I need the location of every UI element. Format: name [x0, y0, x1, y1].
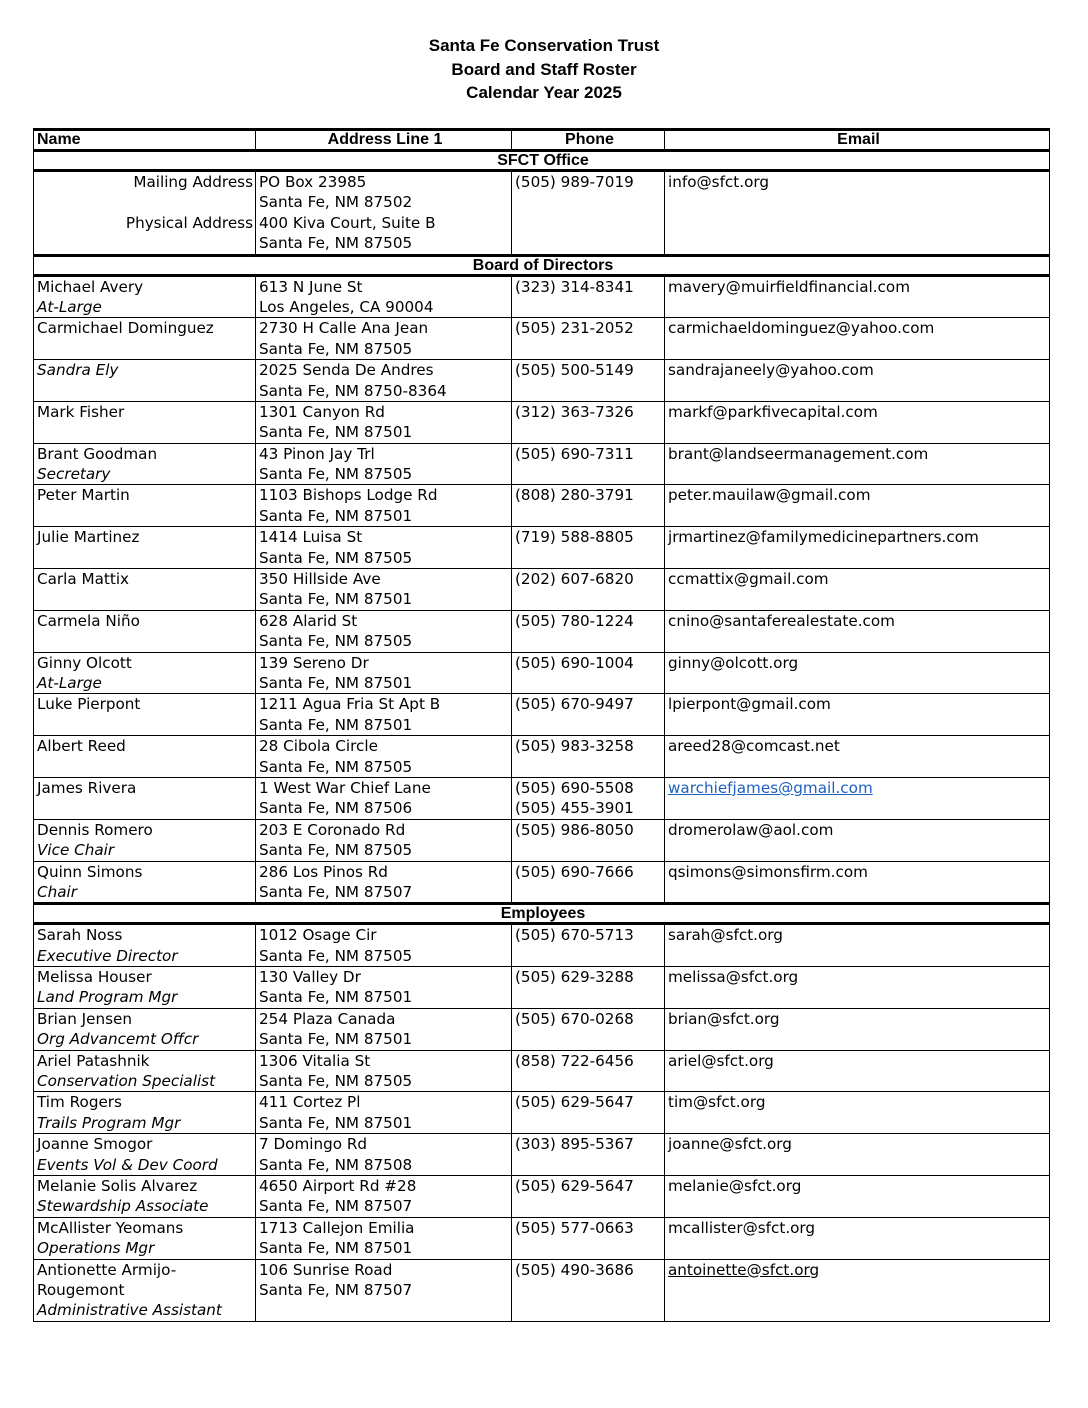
member-address-cell — [256, 967, 512, 1009]
member-name: Antionette Armijo- — [37, 1260, 177, 1279]
member-email: lpierpont@gmail.com — [668, 695, 831, 714]
member-phone: (505) 670-5713 — [515, 926, 634, 945]
member-email-cell — [665, 819, 1050, 861]
member-address-line2: Santa Fe, NM 8750-8364 — [259, 381, 447, 400]
column-header-row — [34, 130, 1050, 151]
member-role: Conservation Specialist — [37, 1072, 216, 1091]
member-phone: (505) 780-1224 — [515, 611, 634, 630]
member-name-cell — [34, 485, 256, 527]
member-name-cell — [34, 694, 256, 736]
member-address-cell — [256, 360, 512, 402]
member-email-cell — [665, 1175, 1050, 1217]
column-header-address: Address Line 1 — [256, 130, 512, 151]
member-phone-cell — [512, 1134, 665, 1176]
table-row — [34, 610, 1050, 652]
member-email-cell — [665, 736, 1050, 778]
member-address-line1: 43 Pinon Jay Trl — [259, 444, 375, 463]
member-phone: (505) 629-5647 — [515, 1093, 634, 1112]
member-email: markf@parkfivecapital.com — [668, 402, 878, 421]
section-title: SFCT Office — [34, 151, 1050, 171]
table-row — [34, 1050, 1050, 1092]
member-address-line2: Santa Fe, NM 87501 — [259, 673, 413, 692]
member-name-cell — [34, 1175, 256, 1217]
member-address-line1: 350 Hillside Ave — [259, 570, 381, 589]
member-phone-cell — [512, 652, 665, 694]
member-email-cell — [665, 527, 1050, 569]
member-address-cell — [256, 1008, 512, 1050]
member-email: brian@sfct.org — [668, 1009, 780, 1028]
member-name-cell — [34, 1050, 256, 1092]
member-email: ccmattix@gmail.com — [668, 570, 829, 589]
member-address-line2: Santa Fe, NM 87505 — [259, 946, 413, 965]
member-phone-cell — [512, 924, 665, 967]
member-name: Brant Goodman — [37, 444, 158, 463]
member-phone-cell — [512, 527, 665, 569]
table-row — [34, 861, 1050, 904]
member-name: Dennis Romero — [37, 820, 153, 839]
org-title: Santa Fe Conservation Trust — [428, 36, 660, 55]
member-phone-cell — [512, 1175, 665, 1217]
member-email: peter.mauilaw@gmail.com — [668, 486, 871, 505]
member-name: James Rivera — [37, 778, 137, 797]
table-row — [34, 1259, 1050, 1321]
mailing-address-line2: Santa Fe, NM 87502 — [259, 193, 413, 212]
member-address-line1: 7 Domingo Rd — [259, 1135, 368, 1154]
member-address-line2: Santa Fe, NM 87507 — [259, 882, 413, 901]
member-email: cnino@santaferealestate.com — [668, 611, 895, 630]
member-email: areed28@comcast.net — [668, 737, 840, 756]
member-name-cell — [34, 569, 256, 611]
member-phone-cell — [512, 443, 665, 485]
member-name: Melissa Houser — [37, 968, 152, 987]
member-email-cell — [665, 1092, 1050, 1134]
member-name-cell — [34, 1008, 256, 1050]
member-address-cell — [256, 1134, 512, 1176]
member-address-line2: Santa Fe, NM 87507 — [259, 1197, 413, 1216]
member-email-cell — [665, 1134, 1050, 1176]
table-row — [34, 1092, 1050, 1134]
member-address-cell — [256, 443, 512, 485]
member-address-line1: 1301 Canyon Rd — [259, 402, 385, 421]
member-address-line1: 2025 Senda De Andres — [259, 361, 434, 380]
member-email[interactable]: antoinette@sfct.org — [668, 1260, 820, 1279]
table-row — [34, 485, 1050, 527]
member-email: tim@sfct.org — [668, 1093, 766, 1112]
office-labels — [34, 171, 256, 256]
member-name-cell — [34, 652, 256, 694]
member-address-line2: Santa Fe, NM 87505 — [259, 465, 413, 484]
member-name-cell — [34, 360, 256, 402]
member-name: Quinn Simons — [37, 862, 143, 881]
member-email: mcallister@sfct.org — [668, 1218, 816, 1237]
member-address-line1: 286 Los Pinos Rd — [259, 862, 388, 881]
physical-address-line2: Santa Fe, NM 87505 — [259, 234, 413, 253]
member-address-line2: Santa Fe, NM 87501 — [259, 1113, 413, 1132]
member-address-line1: 28 Cibola Circle — [259, 737, 378, 756]
member-email: mavery@muirfieldfinancial.com — [668, 277, 910, 296]
member-name: Peter Martin — [37, 486, 130, 505]
member-address-line1: 1713 Callejon Emilia — [259, 1218, 415, 1237]
member-name: Michael Avery — [37, 277, 144, 296]
member-name: Sandra Ely — [37, 361, 119, 380]
member-address-line2: Santa Fe, NM 87501 — [259, 423, 413, 442]
section-title: Board of Directors — [34, 255, 1050, 275]
member-phone: (505) 490-3686 — [515, 1260, 634, 1279]
column-header-phone: Phone — [512, 130, 665, 151]
member-address-line2: Santa Fe, NM 87505 — [259, 841, 413, 860]
member-address-line2: Santa Fe, NM 87507 — [259, 1280, 413, 1299]
member-phone: (505) 670-9497 — [515, 695, 634, 714]
table-row — [34, 1217, 1050, 1259]
table-row — [34, 967, 1050, 1009]
member-phone: (505) 577-0663 — [515, 1218, 634, 1237]
member-email-cell — [665, 569, 1050, 611]
member-address-line1: 1414 Luisa St — [259, 528, 363, 547]
member-phone: (505) 670-0268 — [515, 1009, 634, 1028]
member-address-cell — [256, 1217, 512, 1259]
member-address-line1: 106 Sunrise Road — [259, 1260, 393, 1279]
member-phone: (858) 722-6456 — [515, 1051, 634, 1070]
member-address-line1: 1012 Osage Cir — [259, 926, 377, 945]
member-address-line1: 2730 H Calle Ana Jean — [259, 319, 429, 338]
member-email: carmichaeldominguez@yahoo.com — [668, 319, 935, 338]
physical-address-line1: 400 Kiva Court, Suite B — [259, 213, 436, 232]
column-header-email: Email — [665, 130, 1050, 151]
member-name: Ginny Olcott — [37, 653, 132, 672]
member-phone-cell — [512, 318, 665, 360]
member-address-cell — [256, 1175, 512, 1217]
member-name: Tim Rogers — [37, 1093, 122, 1112]
member-address-cell — [256, 652, 512, 694]
table-row — [34, 275, 1050, 318]
section-header-office — [34, 151, 1050, 171]
member-name-cell — [34, 527, 256, 569]
table-row — [34, 1008, 1050, 1050]
member-address-line1: 254 Plaza Canada — [259, 1009, 396, 1028]
table-row — [34, 1175, 1050, 1217]
member-address-line2: Santa Fe, NM 87501 — [259, 506, 413, 525]
member-address-cell — [256, 924, 512, 967]
member-address-line1: 628 Alarid St — [259, 611, 358, 630]
member-role: Trails Program Mgr — [37, 1113, 181, 1132]
table-row — [34, 569, 1050, 611]
member-email-cell — [665, 1259, 1050, 1321]
member-name: Mark Fisher — [37, 402, 125, 421]
member-phone: (312) 363-7326 — [515, 402, 634, 421]
year-title: Calendar Year 2025 — [466, 83, 622, 102]
member-address-cell — [256, 401, 512, 443]
member-address-line2: Santa Fe, NM 87505 — [259, 1072, 413, 1091]
member-phone-cell — [512, 1092, 665, 1134]
member-email: sandrajaneely@yahoo.com — [668, 361, 874, 380]
member-phone-cell — [512, 275, 665, 318]
mailing-address-label: Mailing Address — [133, 173, 253, 191]
member-phone: (808) 280-3791 — [515, 486, 634, 505]
member-phone-cell — [512, 1259, 665, 1321]
member-name: Julie Martinez — [37, 528, 140, 547]
member-email-cell — [665, 610, 1050, 652]
member-email: melanie@sfct.org — [668, 1176, 802, 1195]
member-address-line2: Santa Fe, NM 87501 — [259, 988, 413, 1007]
member-address-cell — [256, 861, 512, 904]
member-address-line1: 1 West War Chief Lane — [259, 778, 431, 797]
member-name: Brian Jensen — [37, 1009, 132, 1028]
member-phone: (505) 690-1004 — [515, 653, 634, 672]
member-phone: (202) 607-6820 — [515, 570, 634, 589]
member-name-cell — [34, 1134, 256, 1176]
member-address-cell — [256, 610, 512, 652]
member-address-cell — [256, 819, 512, 861]
member-address-line2: Santa Fe, NM 87506 — [259, 799, 413, 818]
member-phone: (505) 690-7311 — [515, 444, 634, 463]
member-address-line1: 613 N June St — [259, 277, 363, 296]
member-email-cell — [665, 1217, 1050, 1259]
member-address-cell — [256, 694, 512, 736]
roster-table — [33, 128, 1050, 1322]
member-phone-cell — [512, 1217, 665, 1259]
member-phone: (303) 895-5367 — [515, 1135, 634, 1154]
member-phone: (505) 690-5508 — [515, 778, 634, 797]
member-address-line2: Santa Fe, NM 87505 — [259, 757, 413, 776]
member-email-cell — [665, 1008, 1050, 1050]
member-email: melissa@sfct.org — [668, 968, 799, 987]
member-phone-cell — [512, 610, 665, 652]
member-email-cell — [665, 401, 1050, 443]
table-row — [34, 443, 1050, 485]
member-address-cell — [256, 777, 512, 819]
member-phone-cell — [512, 401, 665, 443]
member-email-cell — [665, 861, 1050, 904]
member-role: Operations Mgr — [37, 1239, 155, 1258]
member-name-cell — [34, 1259, 256, 1321]
member-email: brant@landseermanagement.com — [668, 444, 929, 463]
member-name-cell — [34, 275, 256, 318]
member-address-cell — [256, 275, 512, 318]
document-title-block — [0, 34, 1088, 105]
member-email-cell — [665, 694, 1050, 736]
member-role: Land Program Mgr — [37, 988, 178, 1007]
member-name-cell — [34, 736, 256, 778]
member-name-cell — [34, 443, 256, 485]
member-email: ariel@sfct.org — [668, 1051, 774, 1070]
member-name: Carla Mattix — [37, 570, 130, 589]
table-row — [34, 652, 1050, 694]
member-role: At-Large — [37, 297, 102, 316]
member-phone: (505) 690-7666 — [515, 862, 634, 881]
member-address-line1: 411 Cortez Pl — [259, 1093, 361, 1112]
member-role: Administrative Assistant — [37, 1301, 222, 1320]
member-email: sarah@sfct.org — [668, 926, 783, 945]
member-email-cell — [665, 318, 1050, 360]
member-address-line2: Santa Fe, NM 87501 — [259, 1239, 413, 1258]
table-row — [34, 819, 1050, 861]
member-address-line2: Santa Fe, NM 87505 — [259, 548, 413, 567]
table-row — [34, 924, 1050, 967]
member-email: qsimons@simonsfirm.com — [668, 862, 868, 881]
member-address-cell — [256, 527, 512, 569]
member-address-cell — [256, 736, 512, 778]
member-name: Melanie Solis Alvarez — [37, 1176, 198, 1195]
member-email[interactable]: warchiefjames@gmail.com — [668, 778, 873, 797]
member-phone-cell — [512, 967, 665, 1009]
member-phone: (505) 629-3288 — [515, 968, 634, 987]
member-role: Vice Chair — [37, 841, 115, 860]
member-email-cell — [665, 360, 1050, 402]
section-title: Employees — [34, 904, 1050, 924]
member-name-cell — [34, 967, 256, 1009]
member-address-line1: 1211 Agua Fria St Apt B — [259, 695, 441, 714]
member-address-cell — [256, 485, 512, 527]
member-name: Ariel Patashnik — [37, 1051, 150, 1070]
member-phone: (505) 986-8050 — [515, 820, 634, 839]
member-name-cell — [34, 1217, 256, 1259]
member-name: Joanne Smogor — [37, 1135, 153, 1154]
member-address-cell — [256, 1050, 512, 1092]
member-role: Secretary — [37, 465, 111, 484]
member-role: Executive Director — [37, 946, 178, 965]
member-name: Sarah Noss — [37, 926, 123, 945]
member-email: jrmartinez@familymedicinepartners.com — [668, 528, 979, 547]
member-email-cell — [665, 443, 1050, 485]
member-email-cell — [665, 967, 1050, 1009]
roster-title: Board and Staff Roster — [451, 59, 637, 79]
member-address-line2: Santa Fe, NM 87501 — [259, 1030, 413, 1049]
column-header-name: Name — [34, 130, 256, 151]
member-name-cont: Rougemont — [37, 1280, 125, 1299]
physical-address-label: Physical Address — [125, 213, 253, 232]
mailing-address-line1: PO Box 23985 — [259, 173, 367, 191]
table-row — [34, 1134, 1050, 1176]
office-addresses — [256, 171, 512, 256]
member-phone: (323) 314-8341 — [515, 277, 634, 296]
table-row — [34, 360, 1050, 402]
member-role: Chair — [37, 882, 78, 901]
member-name-cell — [34, 819, 256, 861]
member-address-line2: Los Angeles, CA 90004 — [259, 297, 434, 316]
member-email-cell — [665, 924, 1050, 967]
member-name: Luke Pierpont — [37, 695, 141, 714]
member-address-line2: Santa Fe, NM 87505 — [259, 339, 413, 358]
member-phone: (505) 231-2052 — [515, 319, 634, 338]
member-phone-cell — [512, 360, 665, 402]
member-address-line1: 139 Sereno Dr — [259, 653, 369, 672]
member-phone-cell — [512, 736, 665, 778]
member-email: dromerolaw@aol.com — [668, 820, 834, 839]
member-address-line2: Santa Fe, NM 87508 — [259, 1155, 413, 1174]
table-row — [34, 527, 1050, 569]
table-row — [34, 318, 1050, 360]
member-address-line1: 1103 Bishops Lodge Rd — [259, 486, 438, 505]
member-role: At-Large — [37, 673, 102, 692]
office-row — [34, 171, 1050, 256]
member-address-line2: Santa Fe, NM 87501 — [259, 590, 413, 609]
table-row — [34, 694, 1050, 736]
member-email-cell — [665, 275, 1050, 318]
member-phone: (505) 983-3258 — [515, 737, 634, 756]
member-phone-cell — [512, 777, 665, 819]
member-address-line1: 1306 Vitalia St — [259, 1051, 371, 1070]
office-email: info@sfct.org — [665, 171, 1050, 256]
member-role: Stewardship Associate — [37, 1197, 209, 1216]
member-name: Carmela Niño — [37, 611, 140, 630]
office-phone: (505) 989-7019 — [512, 171, 665, 256]
section-header-employees — [34, 904, 1050, 924]
member-name-cell — [34, 777, 256, 819]
section-header-board — [34, 255, 1050, 275]
member-phone-2: (505) 455-3901 — [515, 799, 634, 818]
member-email-cell — [665, 777, 1050, 819]
member-name: Albert Reed — [37, 737, 126, 756]
member-name-cell — [34, 924, 256, 967]
member-address-line1: 4650 Airport Rd #28 — [259, 1176, 417, 1195]
member-email-cell — [665, 1050, 1050, 1092]
member-address-line2: Santa Fe, NM 87505 — [259, 632, 413, 651]
member-phone-cell — [512, 485, 665, 527]
member-email: joanne@sfct.org — [668, 1135, 792, 1154]
member-phone-cell — [512, 1050, 665, 1092]
member-email-cell — [665, 652, 1050, 694]
member-name-cell — [34, 1092, 256, 1134]
member-email-cell — [665, 485, 1050, 527]
member-address-line1: 203 E Coronado Rd — [259, 820, 406, 839]
member-phone-cell — [512, 694, 665, 736]
member-address-cell — [256, 318, 512, 360]
member-address-cell — [256, 569, 512, 611]
member-phone-cell — [512, 861, 665, 904]
member-phone: (505) 629-5647 — [515, 1176, 634, 1195]
member-role: Org Advancemt Offcr — [37, 1030, 199, 1049]
member-role: Events Vol & Dev Coord — [37, 1155, 218, 1174]
member-email: ginny@olcott.org — [668, 653, 799, 672]
member-phone-cell — [512, 819, 665, 861]
table-row — [34, 401, 1050, 443]
table-row — [34, 736, 1050, 778]
member-name: Carmichael Dominguez — [37, 319, 214, 338]
table-row — [34, 777, 1050, 819]
member-name-cell — [34, 610, 256, 652]
member-phone-cell — [512, 569, 665, 611]
member-phone: (505) 500-5149 — [515, 361, 634, 380]
member-address-cell — [256, 1259, 512, 1321]
member-name-cell — [34, 318, 256, 360]
member-address-line2: Santa Fe, NM 87501 — [259, 715, 413, 734]
member-phone-cell — [512, 1008, 665, 1050]
member-name: McAllister Yeomans — [37, 1218, 184, 1237]
member-name-cell — [34, 401, 256, 443]
member-name-cell — [34, 861, 256, 904]
member-phone: (719) 588-8805 — [515, 528, 634, 547]
member-address-cell — [256, 1092, 512, 1134]
member-address-line1: 130 Valley Dr — [259, 968, 361, 987]
